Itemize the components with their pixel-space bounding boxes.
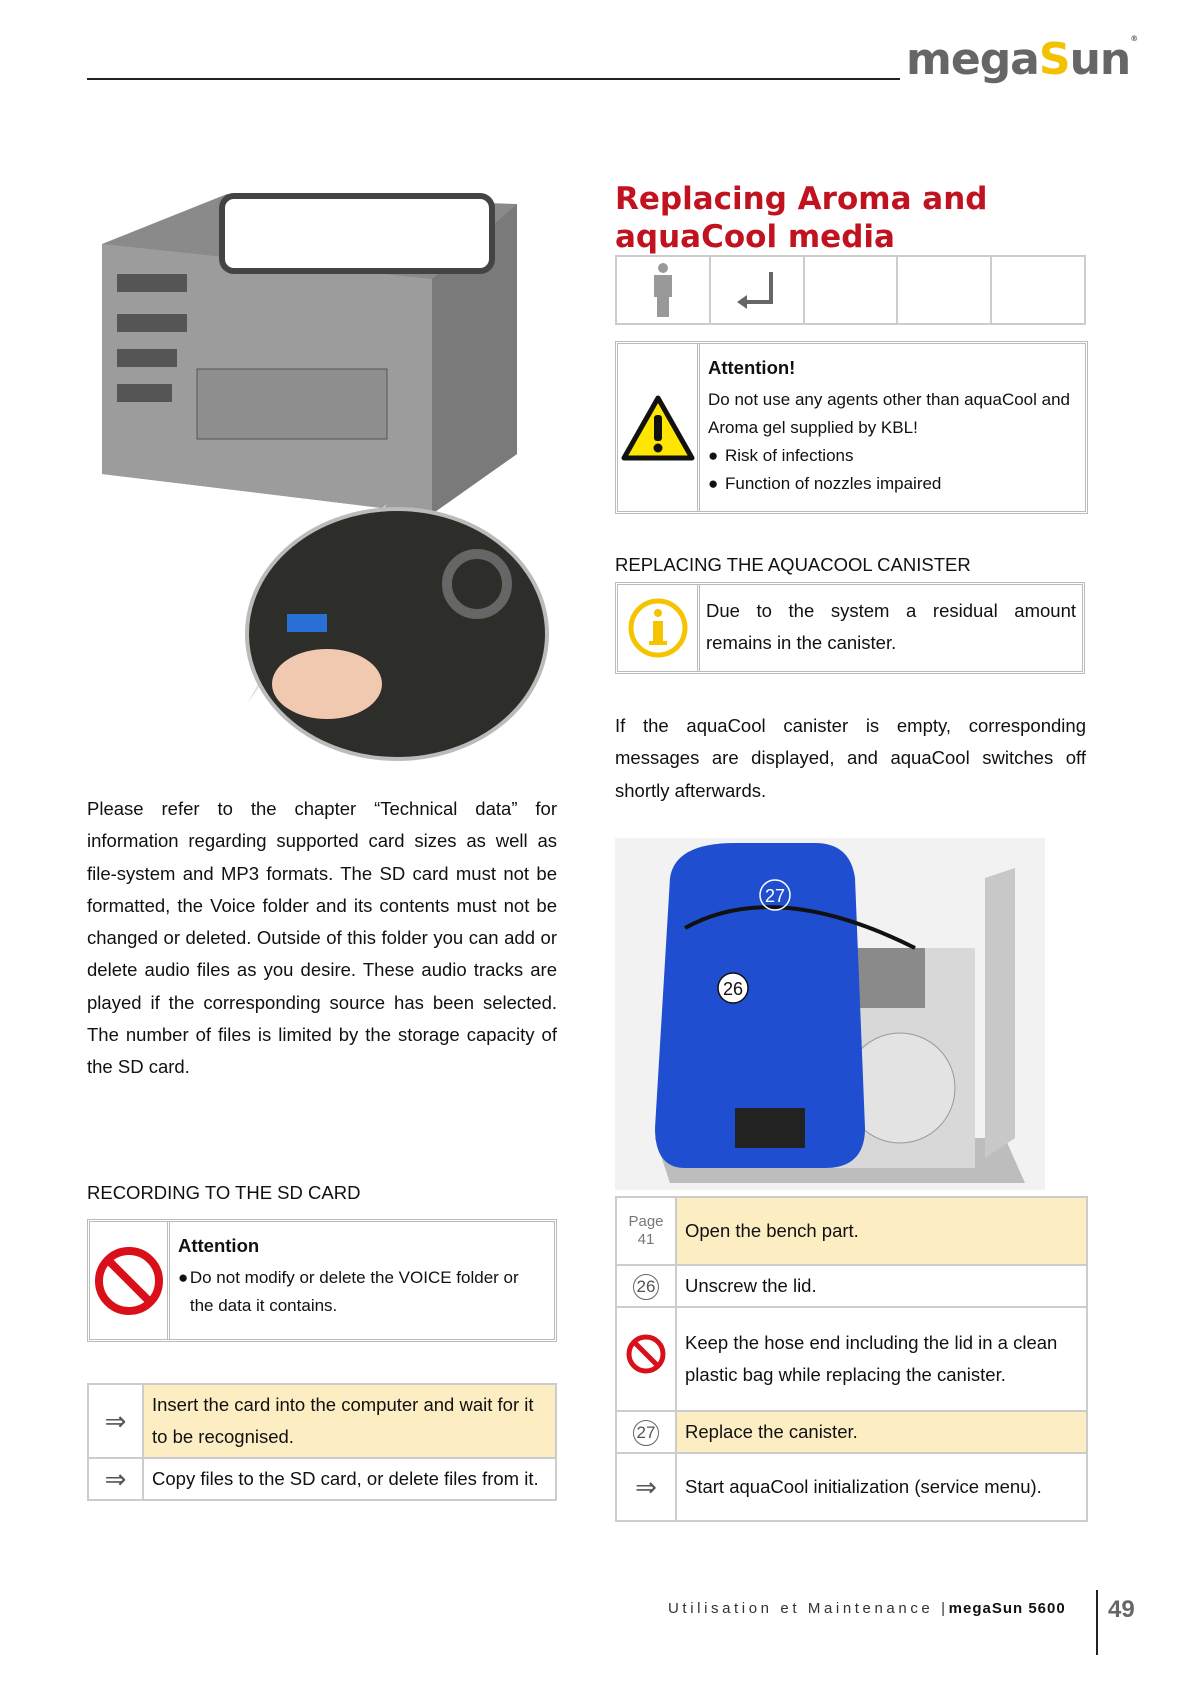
- attention-bullet: Do not modify or delete the VOICE folder or the data it contains.: [189, 1268, 519, 1315]
- footer: [668, 1600, 1066, 1617]
- callout-27-icon: 27: [633, 1420, 659, 1446]
- table-row: [616, 1265, 1087, 1307]
- table-row: [616, 1307, 1087, 1411]
- prohibition-icon: [616, 1307, 676, 1411]
- sd-steps-table: [87, 1383, 557, 1501]
- step-text: Unscrew the lid.: [676, 1265, 1087, 1307]
- info-box: [615, 582, 1085, 674]
- info-text: Due to the system a residual amount remains in the canister.: [706, 600, 1076, 653]
- arrow-icon: ⇒: [88, 1384, 143, 1458]
- info-icon: [618, 585, 700, 671]
- footer-divider: [1096, 1590, 1098, 1655]
- callout-26: 26: [722, 979, 744, 999]
- requirements-icon-table: [615, 255, 1086, 325]
- canister-paragraph: If the aquaCool canister is empty, corresponding messages are displayed, and aquaCool switches off shortly afterwards.: [615, 715, 1086, 801]
- attention-title: Attention!: [708, 357, 796, 378]
- page-number: 49: [1108, 1596, 1135, 1623]
- table-row: [88, 1384, 556, 1458]
- machine-sd-card-photo: [87, 184, 557, 764]
- step-text: Copy files to the SD card, or delete files from it.: [143, 1458, 556, 1500]
- person-icon: [617, 257, 711, 323]
- attention-title: Attention: [178, 1235, 260, 1256]
- attention-bullet: Risk of infections: [725, 446, 854, 465]
- aroma-attention-box: Attention! Do not use any agents other than aquaCool and Aroma gel supplied by KBL! ● Risk of infections ● Function of nozzles impaired: [615, 341, 1088, 514]
- table-row: [88, 1458, 556, 1500]
- step-text: Open the bench part.: [676, 1197, 1087, 1265]
- table-row: [616, 1197, 1087, 1265]
- step-text: Keep the hose end including the lid in a clean plastic bag while replacing the canister.: [676, 1307, 1087, 1411]
- product-name: megaSun 5600: [948, 1600, 1066, 1617]
- callout-26-icon: 26: [633, 1274, 659, 1300]
- prohibition-icon: [90, 1222, 170, 1339]
- recording-heading: RECORDING TO THE SD CARD: [87, 1182, 361, 1203]
- canister-heading: REPLACING THE AQUACOOL CANISTER: [615, 554, 971, 575]
- sd-card-paragraph: Please refer to the chapter “Technical data” for information regarding supported card sizes as well as file-system and MP3 formats. The SD card must not be formatted, the Voice folder and its contents must not be changed or deleted. Outside of this folder you can add or delete audio files as you desire. These audio tracks are played if the corresponding source has been selected. The number of files is limited by the storage capacity of the SD card.: [87, 798, 557, 1078]
- megasun-logo: megaSun®: [906, 34, 1138, 85]
- sd-attention-box: Attention ● Do not modify or delete the VOICE folder or the data it contains.: [87, 1219, 557, 1342]
- step-text: Start aquaCool initialization (service menu).: [676, 1453, 1087, 1521]
- page-title: Replacing Aroma and aquaCool media: [615, 181, 988, 255]
- page-ref-label: Page: [628, 1213, 664, 1230]
- table-row: [616, 1453, 1087, 1521]
- table-row: [616, 1411, 1087, 1453]
- canister-steps-table: [615, 1196, 1088, 1522]
- callout-27: 27: [764, 886, 786, 906]
- step-text: Replace the canister.: [676, 1411, 1087, 1453]
- arrow-icon: ⇒: [616, 1453, 676, 1521]
- header-rule: [87, 78, 900, 80]
- footer-separator: |: [941, 1600, 949, 1617]
- aquacool-canister-photo: [615, 838, 1045, 1190]
- manual-title: Utilisation et Maintenance: [668, 1600, 934, 1617]
- return-arrow-icon: [711, 257, 805, 323]
- step-text: Insert the card into the computer and wait for it to be recognised.: [143, 1384, 556, 1458]
- page-ref-number: 41: [637, 1231, 655, 1248]
- attention-bullet: Function of nozzles impaired: [725, 474, 942, 493]
- arrow-icon: ⇒: [88, 1458, 143, 1500]
- attention-text: Do not use any agents other than aquaCool and Aroma gel supplied by KBL!: [708, 390, 1070, 437]
- warning-triangle-icon: [618, 344, 700, 511]
